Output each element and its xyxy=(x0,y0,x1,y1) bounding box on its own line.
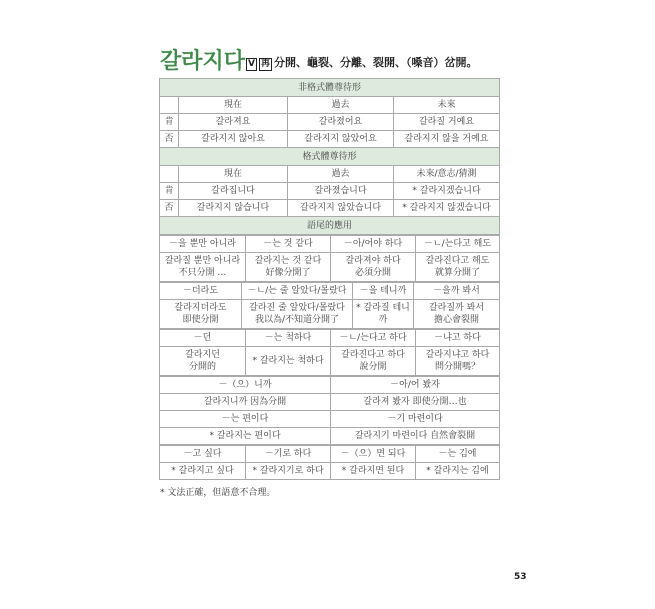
verb-badge: V xyxy=(248,59,255,69)
example-ko: 갈라지던 xyxy=(185,350,220,360)
col-header: 現在 xyxy=(179,97,288,114)
suffix: －을 테니까 xyxy=(353,283,414,300)
suffix: －기 마련이다 xyxy=(331,411,500,428)
endings-group-3 xyxy=(159,329,500,376)
row-label: 否 xyxy=(160,200,179,217)
suffix: －ㄴ/는다고 하다 xyxy=(331,330,416,347)
definition xyxy=(246,54,477,71)
example-zh: 說分開 xyxy=(359,362,387,372)
suffix: －아/어야 하다 xyxy=(331,236,416,253)
example xyxy=(160,300,242,329)
example-zh: 就算分開了 xyxy=(434,268,480,278)
cell: 갈라지지 않았습니다 xyxy=(288,200,394,217)
example: 갈라지니까 因為分開 xyxy=(160,394,331,411)
example xyxy=(160,253,246,282)
suffix: －을까 봐서 xyxy=(414,283,500,300)
endings-group-2 xyxy=(159,282,500,329)
example xyxy=(414,300,500,329)
example-ko: 갈라질 뿐만 아니라 xyxy=(164,256,241,266)
example: * 갈라지는 김에 xyxy=(416,463,500,480)
cell: 갈라지지 않습니다 xyxy=(179,200,288,217)
example: * 갈라지면 된다 xyxy=(331,463,416,480)
example-ko: 갈라질까 봐서 xyxy=(428,303,485,313)
endings-group-1 xyxy=(159,235,500,282)
cell: 갈라집니다 xyxy=(179,183,288,200)
cell: 갈라지지 않을 거예요 xyxy=(394,131,500,148)
section-header: 語尾的應用 xyxy=(160,217,500,235)
footnote: * 文法正確，但語意不合理。 xyxy=(160,488,276,498)
suffix: －ㄴ/는다고 해도 xyxy=(416,236,500,253)
col-header: 過去 xyxy=(288,97,394,114)
informal-table xyxy=(159,78,500,235)
row-label: 否 xyxy=(160,131,179,148)
example-ko: 갈라진다고 하다 xyxy=(341,350,405,360)
section-header: 格式體尊待形 xyxy=(160,148,500,166)
col-header: 過去 xyxy=(288,166,394,183)
suffix: －고 싶다 xyxy=(160,446,246,463)
example-zh: 必須分開 xyxy=(354,268,391,278)
entry-title: 갈라지다 xyxy=(160,49,246,74)
example-ko: 갈라지냐고 하다 xyxy=(425,350,490,360)
conjugation-table xyxy=(159,78,499,480)
suffix: －（으）면 되다 xyxy=(331,446,416,463)
cell: 갈라졌습니다 xyxy=(288,183,394,200)
suffix: －아/어 봤자 xyxy=(331,377,500,394)
example xyxy=(331,253,416,282)
suffix: －을 뿐만 아니라 xyxy=(160,236,246,253)
suffix: －는 척하다 xyxy=(246,330,331,347)
example-zh: 問分開嗎？ xyxy=(434,362,480,372)
example: * 갈라지기로 하다 xyxy=(246,463,331,480)
example xyxy=(242,300,353,329)
col-header: 未來/意志/猜測 xyxy=(394,166,500,183)
row-label: 肯 xyxy=(160,183,179,200)
suffix: －（으）니까 xyxy=(160,377,331,394)
example-ko: 갈라지더라도 xyxy=(174,303,227,313)
example: * 갈라지는 편이다 xyxy=(160,428,331,445)
suffix: －더라도 xyxy=(160,283,242,300)
regular-badge: 再 xyxy=(260,59,270,69)
example xyxy=(246,253,331,282)
endings-group-6 xyxy=(159,445,500,480)
endings-group-4 xyxy=(159,376,500,445)
cell: 갈라질 거예요 xyxy=(394,114,500,131)
example-ko: 갈라지는 것 같다 xyxy=(254,256,322,266)
suffix: －던 xyxy=(160,330,246,347)
example: 갈라져 봤자 即使分開…也 xyxy=(331,394,500,411)
example-zh: 我以為/不知道分開了 xyxy=(254,315,340,325)
example-ko: 갈라져야 하다 xyxy=(345,256,401,266)
example-ko: 갈라진 줄 알았다/몰랐다 xyxy=(249,303,345,313)
cell: 갈라지지 않았어요 xyxy=(288,131,394,148)
example xyxy=(353,300,414,329)
example xyxy=(416,253,500,282)
suffix: －는 김에 xyxy=(416,446,500,463)
example-zh: 不只分開 … xyxy=(178,268,227,278)
col-header xyxy=(160,166,179,183)
example-ko: 갈라진다고 해도 xyxy=(425,256,490,266)
suffix: －ㄴ/는 줄 알았다/몰랐다 xyxy=(242,283,353,300)
example: 갈라지기 마련이다 自然會裂開 xyxy=(331,428,500,445)
cell: * 갈라지겠습니다 xyxy=(394,183,500,200)
col-header xyxy=(160,97,179,114)
col-header: 未來 xyxy=(394,97,500,114)
suffix: －는 편이다 xyxy=(160,411,331,428)
cell: 갈라져요 xyxy=(179,114,288,131)
suffix: －냐고 하다 xyxy=(416,330,500,347)
col-header: 現在 xyxy=(179,166,288,183)
example: * 갈라지고 싶다 xyxy=(160,463,246,480)
example xyxy=(160,347,246,376)
example xyxy=(331,347,416,376)
row-label: 肯 xyxy=(160,114,179,131)
example xyxy=(416,347,500,376)
example-zh: 擔心會裂開 xyxy=(433,315,479,325)
example-zh: 即使分開 xyxy=(182,315,219,325)
section-header: 非格式體尊待形 xyxy=(160,79,500,97)
example-ko: * 갈라질 테니까 xyxy=(356,303,410,325)
page-number: 53 xyxy=(514,572,527,582)
suffix: －기로 하다 xyxy=(246,446,331,463)
cell: 갈라졌어요 xyxy=(288,114,394,131)
example-zh: 好像分開了 xyxy=(265,268,311,278)
definition-text: 分開、龜裂、分離、裂開、（嗓音）岔開。 xyxy=(273,56,478,69)
example xyxy=(246,347,331,376)
suffix: －는 것 같다 xyxy=(246,236,331,253)
example-zh: 分開的 xyxy=(188,362,216,372)
cell: * 갈라지지 않겠습니다 xyxy=(394,200,500,217)
example-ko: * 갈라지는 척하다 xyxy=(252,356,324,366)
cell: 갈라지지 않아요 xyxy=(179,131,288,148)
